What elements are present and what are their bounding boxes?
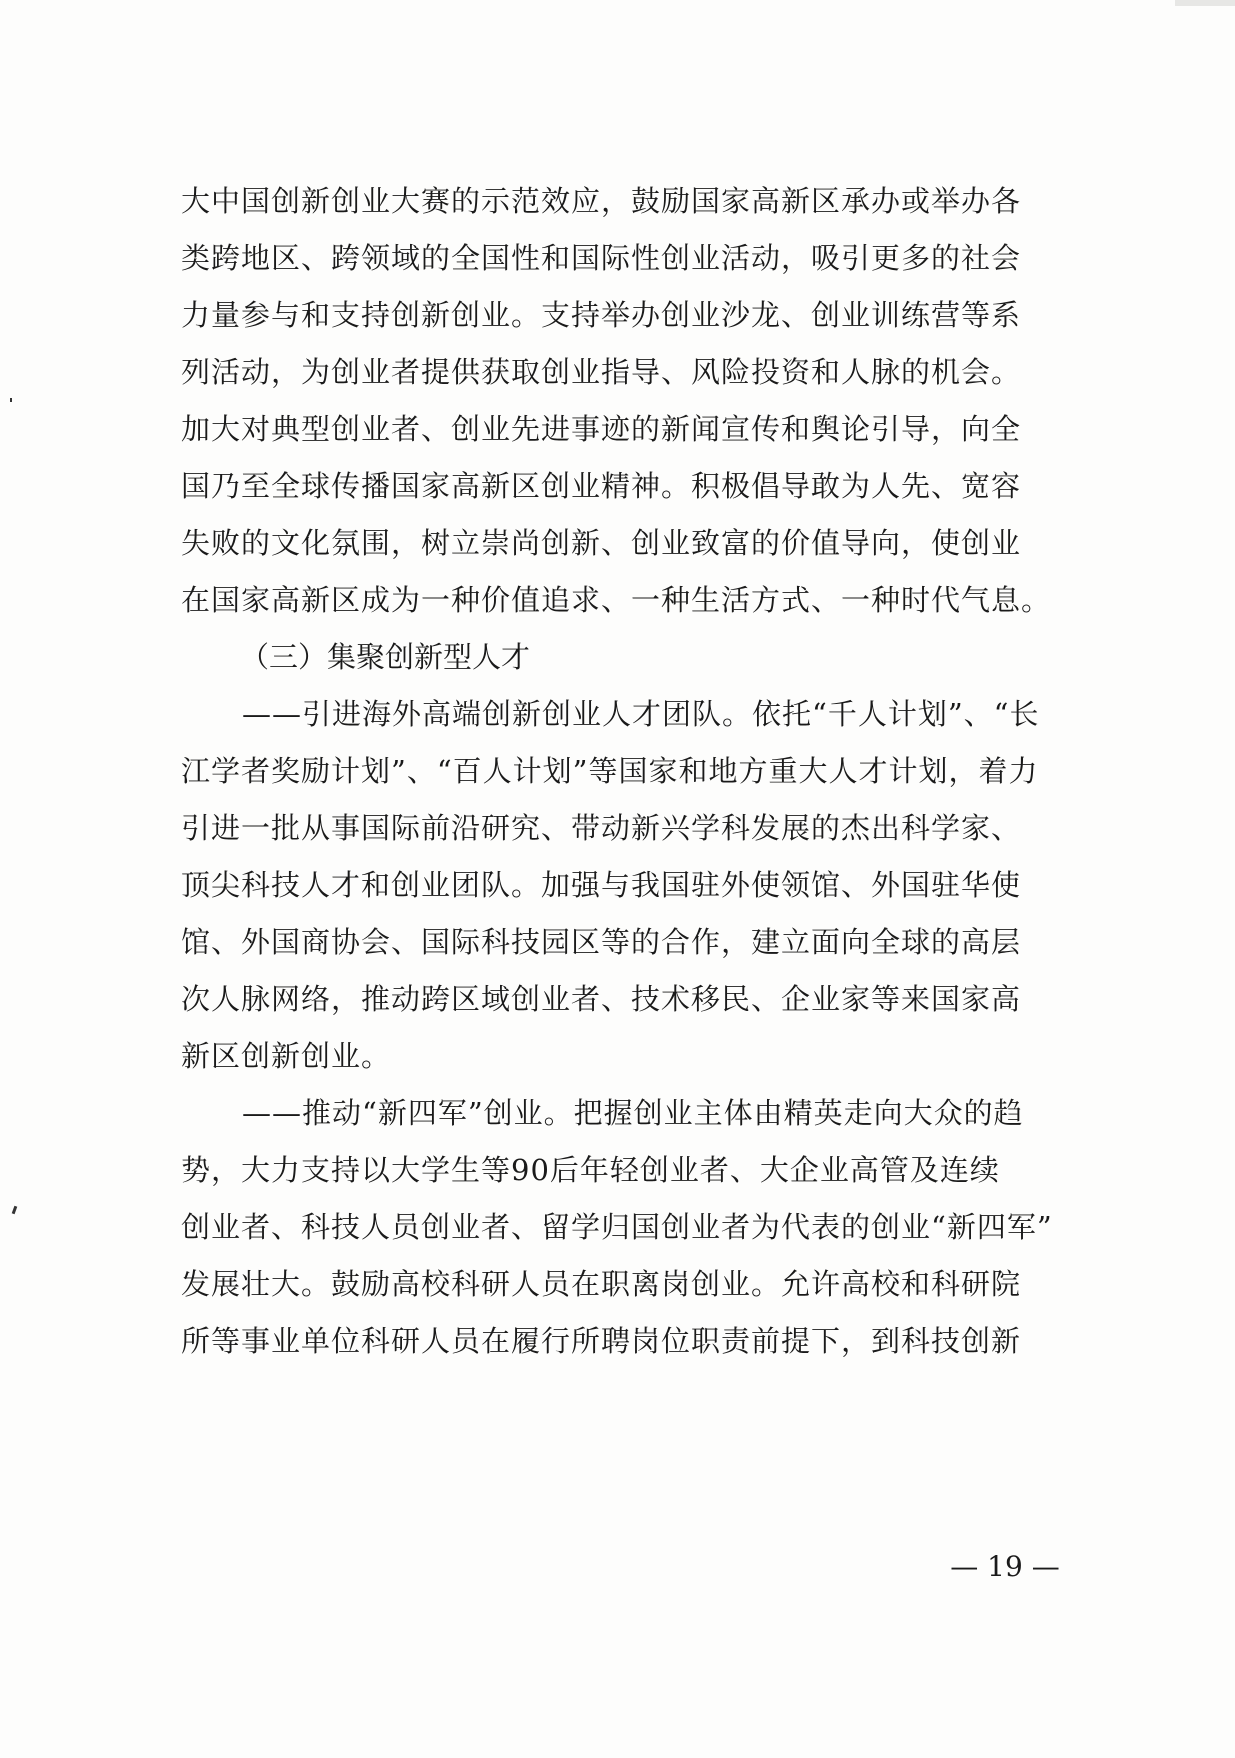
text-line: 创业者、科技人员创业者、留学归国创业者为代表的创业“新四军” — [181, 1210, 1053, 1244]
text-line: 所等事业单位科研人员在履行所聘岗位职责前提下，到科技创新 — [181, 1324, 1022, 1358]
scan-speck — [10, 398, 12, 402]
text-line: 江学者奖励计划”、“百人计划”等国家和地方重大人才计划，着力 — [181, 754, 1039, 788]
text-line: 失败的文化氛围，树立崇尚创新、创业致富的价值导向，使创业 — [181, 526, 1022, 560]
text-line: 加大对典型创业者、创业先进事迹的新闻宣传和舆论引导，向全 — [181, 412, 1022, 446]
scan-speck — [12, 1206, 18, 1215]
text-line: 顶尖科技人才和创业团队。加强与我国驻外使领馆、外国驻华使 — [181, 868, 1022, 902]
text-line: 次人脉网络，推动跨区域创业者、技术移民、企业家等来国家高 — [181, 982, 1022, 1016]
text-line: ——引进海外高端创新创业人才团队。依托“千人计划”、“长 — [242, 697, 1040, 731]
text-line: 在国家高新区成为一种价值追求、一种生活方式、一种时代气息。 — [181, 583, 1052, 617]
text-line: 势，大力支持以大学生等90后年轻创业者、大企业高管及连续 — [181, 1153, 1000, 1187]
text-line: 类跨地区、跨领域的全国性和国际性创业活动，吸引更多的社会 — [181, 241, 1022, 275]
text-line: 国乃至全球传播国家高新区创业精神。积极倡导敢为人先、宽容 — [181, 469, 1022, 503]
section-heading: （三）集聚创新型人才 — [240, 640, 531, 674]
text-line: 大中国创新创业大赛的示范效应，鼓励国家高新区承办或举办各 — [181, 184, 1022, 218]
text-line: ——推动“新四军”创业。把握创业主体由精英走向大众的趋 — [242, 1096, 1024, 1130]
text-line: 发展壮大。鼓励高校科研人员在职离岗创业。允许高校和科研院 — [181, 1267, 1022, 1301]
text-line: 引进一批从事国际前沿研究、带动新兴学科发展的杰出科学家、 — [181, 811, 1022, 845]
scan-edge — [1175, 0, 1235, 6]
page-number: — 19 — — [950, 1550, 1060, 1583]
text-line: 力量参与和支持创新创业。支持举办创业沙龙、创业训练营等系 — [181, 298, 1022, 332]
text-line: 列活动，为创业者提供获取创业指导、风险投资和人脉的机会。 — [181, 355, 1022, 389]
text-line: 馆、外国商协会、国际科技园区等的合作，建立面向全球的高层 — [181, 925, 1022, 959]
text-line: 新区创新创业。 — [181, 1039, 392, 1073]
